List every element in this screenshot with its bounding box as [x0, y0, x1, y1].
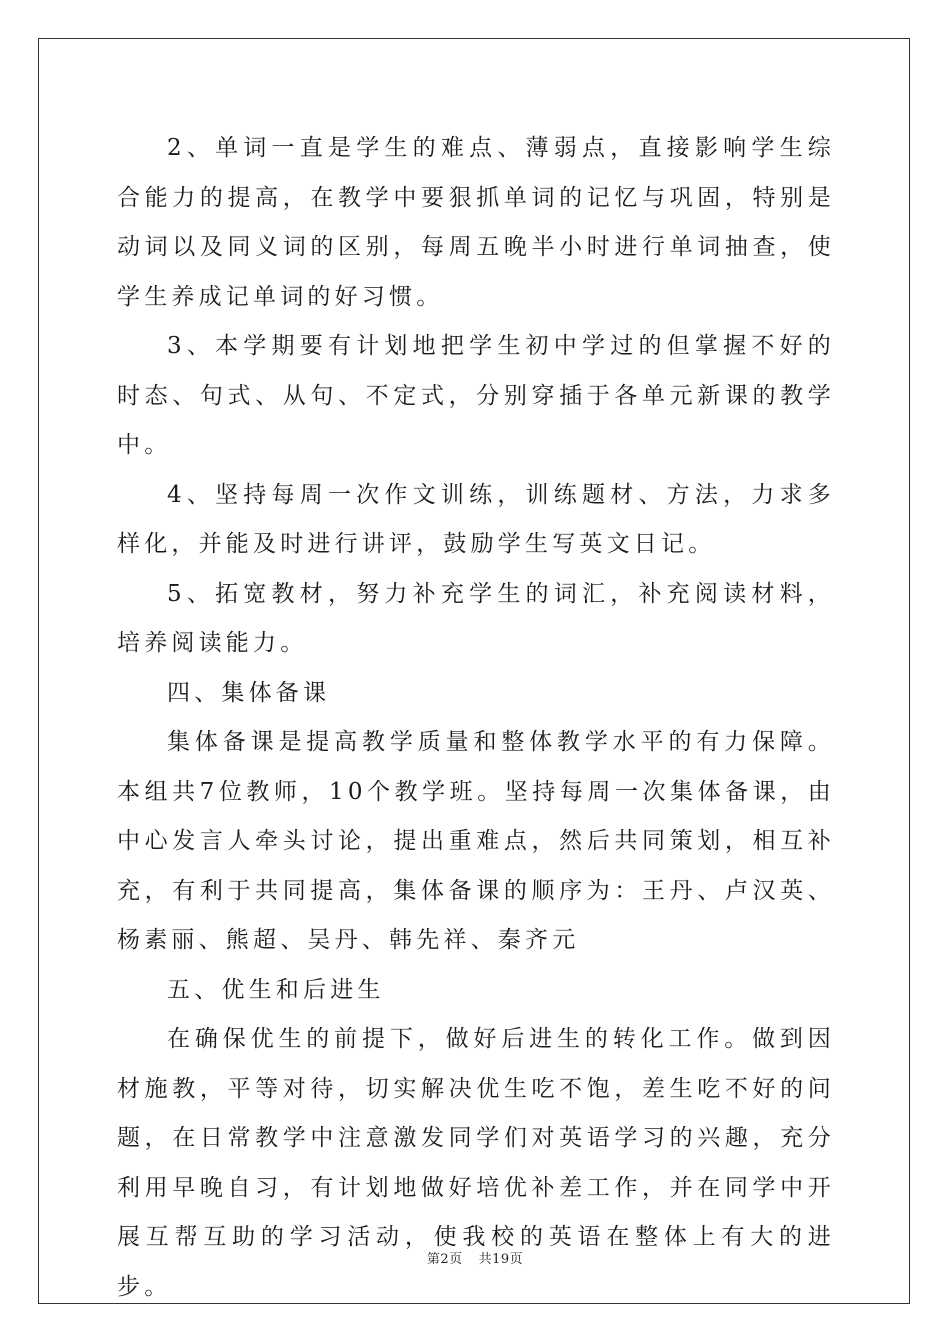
page-total: 共19页: [478, 1252, 524, 1267]
section-heading-collective-prep: 四、集体备课: [167, 679, 331, 706]
section-heading-top-and-struggling-students: 五、优生和后进生: [167, 976, 385, 1003]
paragraph-word-memorization: 2、单词一直是学生的难点、薄弱点，直接影响学生综合能力的提高，在教学中要狠抓单词的记忆与巩固，特别是动词以及同义词的区别，每周五晚半小时进行单词抽查，使学生养成记单词的好习惯。: [117, 135, 835, 310]
page-footer: [0, 1248, 950, 1267]
paragraph-writing-training: 4、坚持每周一次作文训练，训练题材、方法，力求多样化，并能及时进行讲评，鼓励学生写英文日记。: [117, 481, 835, 557]
page-number: 第2页: [426, 1252, 463, 1267]
document-body: [117, 124, 835, 1312]
paragraph-top-and-struggling-students: 在确保优生的前提下，做好后进生的转化工作。做到因材施教，平等对待，切实解决优生吃不饱，差生吃不好的问题，在日常教学中注意激发同学们对英语学习的兴趣，充分利用早晚自习，有计划地做好培优补差工作，并在同学中开展互帮互助的学习活动，使我校的英语在整体上有大的进步。: [117, 1026, 835, 1300]
paragraph-collective-prep: 集体备课是提高教学质量和整体教学水平的有力保障。本组共7位教师，10个教学班。坚持每周一次集体备课，由中心发言人牵头讨论，提出重难点，然后共同策划，相互补充，有利于共同提高，集体备课的顺序为：王丹、卢汉英、杨素丽、熊超、吴丹、韩先祥、秦齐元: [117, 729, 835, 953]
paragraph-grammar-plan: 3、本学期要有计划地把学生初中学过的但掌握不好的时态、句式、从句、不定式，分别穿插于各单元新课的教学中。: [117, 333, 835, 458]
paragraph-extend-materials: 5、拓宽教材，努力补充学生的词汇，补充阅读材料，培养阅读能力。: [117, 580, 835, 656]
